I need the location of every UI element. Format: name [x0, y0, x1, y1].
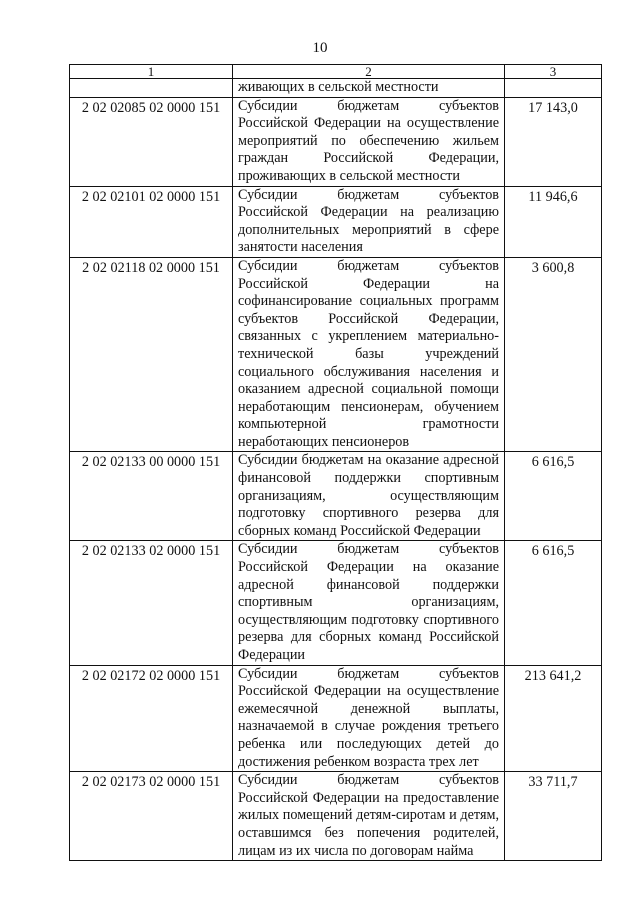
table-row: [70, 541, 602, 665]
table-row: [70, 186, 602, 257]
row-amount: 17 143,0: [505, 97, 602, 186]
row-description: Субсидии бюджетам субъектов Российской Федерации на оказание адресной финансовой поддержки спортивным организациям, осуществляющим подготовку спортивного резерва для сборных команд Российской Федерации: [233, 541, 505, 665]
row-description: Субсидии бюджетам субъектов Российской Федерации на осуществление мероприятий по обеспечению жильем граждан Российской Федерации, проживающих в сельской местности: [233, 97, 505, 186]
row-code: 2 02 02085 02 0000 151: [70, 97, 233, 186]
continuation-code-cell: [70, 79, 233, 98]
row-code: 2 02 02172 02 0000 151: [70, 665, 233, 772]
table-row: [70, 97, 602, 186]
row-code: 2 02 02133 00 0000 151: [70, 452, 233, 541]
row-description: Субсидии бюджетам субъектов Российской Федерации на осуществление ежемесячной денежной выплаты, назначаемой в случае рождения третьего ребенка или последующих детей до достижения ребенком возраста трех лет: [233, 665, 505, 772]
continuation-row: [70, 79, 602, 98]
row-code: 2 02 02133 02 0000 151: [70, 541, 233, 665]
row-amount: 6 616,5: [505, 541, 602, 665]
column-header-code: 1: [70, 65, 233, 79]
continuation-amount-cell: [505, 79, 602, 98]
row-code: 2 02 02101 02 0000 151: [70, 186, 233, 257]
row-amount: 33 711,7: [505, 772, 602, 861]
page-number: 10: [312, 40, 328, 56]
column-header-amount: 3: [505, 65, 602, 79]
column-header-description: 2: [233, 65, 505, 79]
row-amount: 3 600,8: [505, 257, 602, 452]
table-row: [70, 772, 602, 861]
row-amount: 11 946,6: [505, 186, 602, 257]
row-amount: 6 616,5: [505, 452, 602, 541]
row-amount: 213 641,2: [505, 665, 602, 772]
continuation-text: живающих в сельской местности: [233, 79, 505, 98]
table-header-row: [70, 65, 602, 79]
table-row: [70, 257, 602, 452]
row-description: Субсидии бюджетам на оказание адресной финансовой поддержки спортивным организациям, осуществляющим подготовку спортивного резерва для сборных команд Российской Федерации: [233, 452, 505, 541]
table-row: [70, 452, 602, 541]
table-row: [70, 665, 602, 772]
budget-revenue-table: [69, 64, 602, 861]
row-code: 2 02 02118 02 0000 151: [70, 257, 233, 452]
row-description: Субсидии бюджетам субъектов Российской Федерации на предоставление жилых помещений детям-сиротам и детям, оставшимся без попечения родителей, лицам из их числа по договорам найма: [233, 772, 505, 861]
row-description: Субсидии бюджетам субъектов Российской Федерации на софинансирование социальных программ субъектов Российской Федерации, связанных с укреплением материально-технической базы учреждений социального обслуживания населения и оказанием адресной социальной помощи неработающим пенсионерам, обучением компьютерной грамотности неработающих пенсионеров: [233, 257, 505, 452]
row-description: Субсидии бюджетам субъектов Российской Федерации на реализацию дополнительных мероприятий в сфере занятости населения: [233, 186, 505, 257]
row-code: 2 02 02173 02 0000 151: [70, 772, 233, 861]
